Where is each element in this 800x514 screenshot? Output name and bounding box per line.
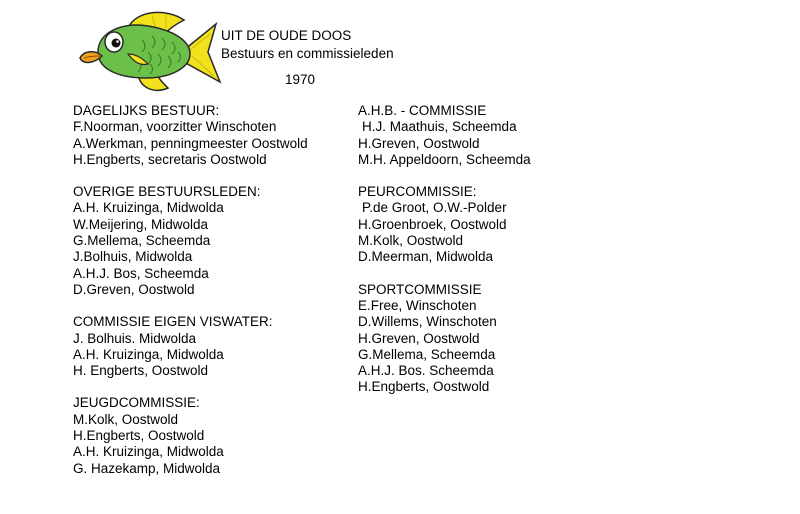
- section-dagelijks-bestuur: [73, 103, 353, 168]
- section-sportcommissie: [358, 282, 598, 396]
- section-overige-bestuursleden: [73, 184, 353, 298]
- section-heading: JEUGDCOMMISSIE:: [73, 395, 200, 411]
- section-heading: COMMISSIE EIGEN VISWATER:: [73, 314, 273, 330]
- section-heading: SPORTCOMMISSIE: [358, 281, 482, 297]
- section-heading: PEURCOMMISSIE:: [358, 184, 477, 200]
- section-ahb-commissie: [358, 103, 598, 168]
- page-title: UIT DE OUDE DOOS: [221, 28, 352, 43]
- member-item: H.Greven, Oostwold: [358, 135, 480, 151]
- member-item: M.Kolk, Oostwold: [73, 411, 179, 427]
- section-peurcommissie: [358, 184, 598, 265]
- section-heading: DAGELIJKS BESTUUR:: [73, 103, 220, 118]
- member-item: H.Groenbroek, Oostwold: [358, 216, 507, 232]
- member-item: A.H.J. Bos, Scheemda: [73, 265, 209, 281]
- member-item: H.Engberts, Oostwold: [73, 428, 205, 444]
- member-item: M.H. Appeldoorn, Scheemda: [358, 151, 531, 167]
- member-item: D.Meerman, Midwolda: [358, 249, 494, 265]
- member-item: P.de Groot, O.W.-Polder: [362, 200, 507, 216]
- member-item: A.H. Kruizinga, Midwolda: [73, 200, 224, 216]
- section-commissie-eigen-viswater: [73, 314, 353, 379]
- member-item: D.Greven, Oostwold: [73, 281, 195, 297]
- year-label: 1970: [285, 72, 316, 87]
- section-heading: OVERIGE BESTUURSLEDEN:: [73, 184, 261, 200]
- member-item: M.Kolk, Oostwold: [358, 233, 464, 249]
- member-item: A.H. Kruizinga, Midwolda: [73, 346, 224, 362]
- member-item: G.Mellema, Scheemda: [73, 233, 211, 249]
- member-item: F.Noorman, voorzitter Winschoten: [73, 119, 277, 135]
- right-column: [358, 103, 598, 412]
- member-item: J. Bolhuis. Midwolda: [73, 330, 197, 346]
- section-jeugdcommissie: [73, 395, 353, 476]
- member-item: E.Free, Winschoten: [358, 297, 477, 313]
- member-item: H. Engberts, Oostwold: [73, 363, 209, 379]
- member-item: A.H.J. Bos. Scheemda: [358, 363, 494, 379]
- left-column: [73, 103, 353, 493]
- member-item: H.J. Maathuis, Scheemda: [362, 119, 517, 135]
- member-item: H.Engberts, Oostwold: [358, 379, 490, 395]
- member-item: H.Engberts, secretaris Oostwold: [73, 151, 267, 167]
- fish-illustration: [76, 6, 222, 96]
- member-item: J.Bolhuis, Midwolda: [73, 249, 193, 265]
- member-item: G. Hazekamp, Midwolda: [73, 460, 221, 476]
- member-item: W.Meijering, Midwolda: [73, 216, 209, 232]
- member-item: A.Werkman, penningmeester Oostwold: [73, 135, 308, 151]
- section-heading: A.H.B. - COMMISSIE: [358, 103, 487, 118]
- member-item: D.Willems, Winschoten: [358, 314, 497, 330]
- page-subtitle: Bestuurs en commissieleden: [221, 46, 394, 61]
- member-item: H.Greven, Oostwold: [358, 330, 480, 346]
- member-item: A.H. Kruizinga, Midwolda: [73, 444, 224, 460]
- member-item: G.Mellema, Scheemda: [358, 346, 496, 362]
